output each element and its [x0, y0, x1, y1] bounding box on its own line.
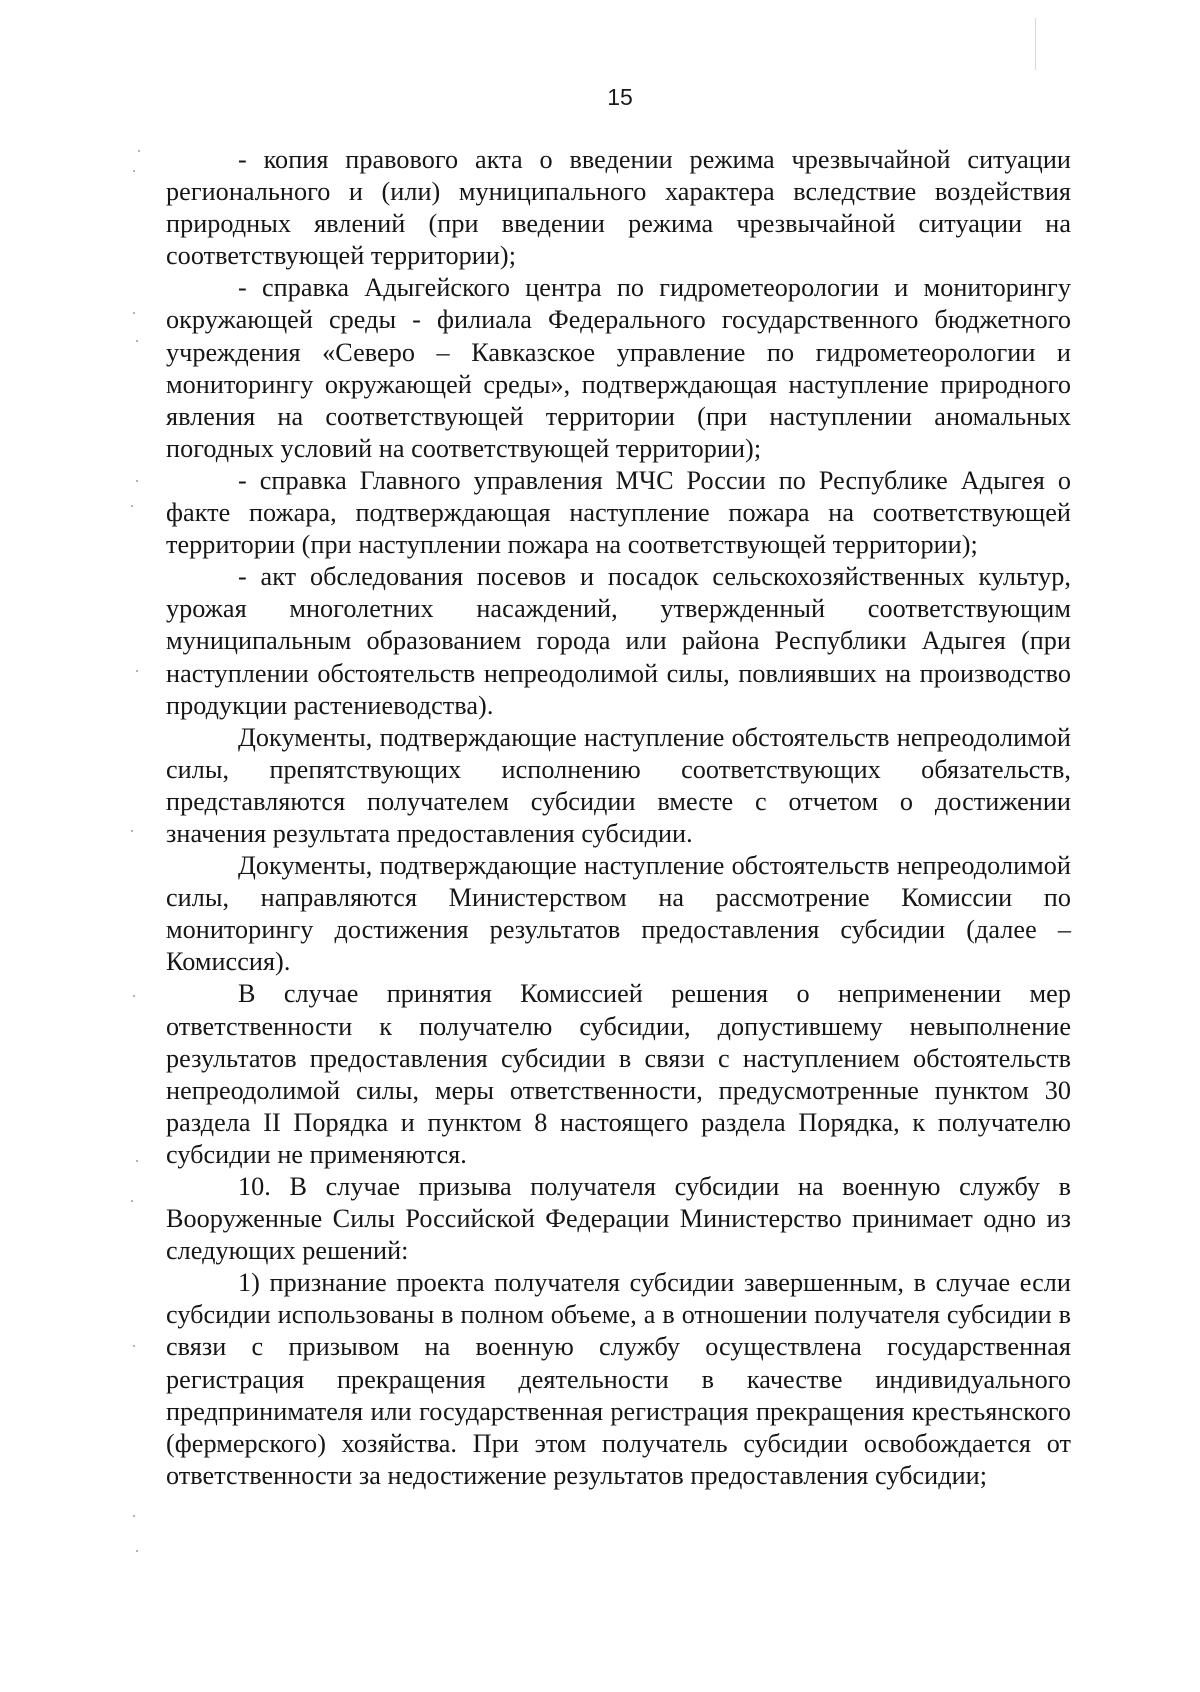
scan-speck [136, 480, 138, 482]
paragraph-documents-to-commission: Документы, подтверждающие наступление обстоятельств непреодолимой силы, направляются Министерством на рассмотрение Комиссии по мониторингу достижения результатов предоставления субсидии (далее – Комиссия). [166, 851, 1071, 977]
scan-speck [133, 995, 135, 997]
scan-edge-line [1035, 18, 1036, 70]
scan-speck [133, 170, 135, 172]
paragraph-emergency-ministry-certificate: - справка Главного управления МЧС России по Республике Адыгея о факте пожара, подтверждающая наступление пожара на соответствующей территории (при наступлении пожара на соответствующей территории); [166, 465, 1071, 560]
scan-speck [136, 1160, 138, 1162]
scan-speck [133, 1345, 135, 1347]
scan-speck [136, 1550, 138, 1552]
scan-speck [133, 312, 135, 314]
scan-speck [136, 670, 138, 672]
paragraph-hydromet-certificate: - справка Адыгейского центра по гидрометеорологии и мониторингу окружающей среды - филиала Федерального государственного бюджетного учреждения «Северо – Кавказское управление по гидрометеорологии и мониторингу окружающей среды», подтверждающая наступление природного явления на соответствующей территории (при наступлении аномальных погодных условий на соответствующей территории); [166, 273, 1071, 463]
document-body [166, 144, 1071, 1492]
page-number: 15 [607, 84, 633, 110]
paragraph-legal-act-copy: - копия правового акта о введении режима чрезвычайной ситуации регионального и (или) муниципального характера вследствие воздействия природных явлений (при введении режима чрезвычайной ситуации на соответствующей территории); [166, 145, 1071, 271]
paragraph-commission-decision: В случае принятия Комиссией решения о неприменении мер ответственности к получателю субсидии, допустившему невыполнение результатов предоставления субсидии в связи с наступлением обстоятельств непреодолимой силы, меры ответственности, предусмотренные пунктом 30 раздела II Порядка и пунктом 8 настоящего раздела Порядка, к получателю субсидии не применяются. [166, 979, 1071, 1169]
scan-speck [138, 150, 140, 152]
paragraph-force-majeure-documents: Документы, подтверждающие наступление обстоятельств непреодолимой силы, препятствующих исполнению соответствующих обязательств, представляются получателем субсидии вместе с отчетом о достижении значения результата предоставления субсидии. [166, 722, 1071, 848]
paragraph-crop-inspection-act: - акт обследования посевов и посадок сельскохозяйственных культур, урожая многолетних насаждений, утвержденный соответствующим муниципальным образованием города или района Республики Адыгея (при наступлении обстоятельств непреодолимой силы, повлиявших на производство продукции растениеводства). [166, 562, 1071, 720]
paragraph-military-service-clause: 10. В случае призыва получателя субсидии на военную службу в Вооруженные Силы Российской Федерации Министерство принимает одно из следующих решений: [166, 1172, 1071, 1266]
paragraph-project-completion: 1) признание проекта получателя субсидии завершенным, в случае если субсидии использованы в полном объеме, а в отношении получателя субсидии в связи с призывом на военную службу осуществлена государственная регистрация прекращения деятельности в качестве индивидуального предпринимателя или государственная регистрация прекращения крестьянского (фермерского) хозяйства. При этом получатель субсидии освобождается от ответственности за недостижение результатов предоставления субсидии; [166, 1268, 1071, 1490]
scan-speck [131, 1200, 133, 1202]
scan-speck [136, 340, 138, 342]
scan-speck [131, 830, 133, 832]
scan-speck [133, 1515, 135, 1517]
scan-speck [131, 505, 133, 507]
